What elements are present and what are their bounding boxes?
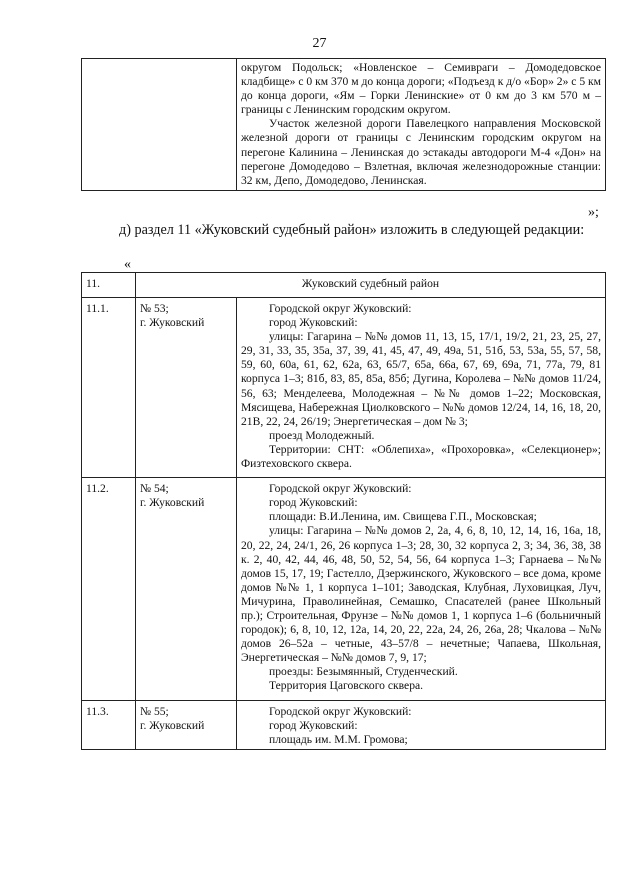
territory-line: улицы: Гагарина – №№ домов 2, 2а, 4, 6, 8, 10, 12, 14, 16, 16а, 18, 20, 22, 24, 24/1, 26, 26 корпуса 1–3; 28, 30, 32 корпуса 2, 3; 34, 36, 38, 38 к. 2, 40, 42, 44, 46, 48, 50, 52, 54, 56, 64 корпуса 1–3; Гарнаева – №№ домов 15, 17, 19; Гастелло, Дзержинского, Жуковского – все дома, кроме домов №№ 1, 1 корпуса 1–101; Заводская, Клубная, Луховицкая, Луч, Мичурина, Праволинейная, Семашко, Спасателей (ранее Школьный пр.); Строительная, Фрунзе – №№ домов 1, 1 корпуса 1–6 (больничный городок); 6, 8, 10, 12, 12а, 14, 20, 22, 22а, 24, 26, 26а, 28; Чкалова – №№ домов 26–52а – четные, 43–57/8 – нечетные; Чапаева, Школьная, Энергетическая – №№ домов 7, 9, 17; [241,524,602,665]
territory-line: город Жуковский: [269,496,358,510]
paragraph: округом Подольск; «Новленское – Семивраги – Домодедовское кладбище» с 0 км 370 м до конца дороги; «Подъезд к д/о «Бор» 2» с 5 км до конца дороги, «Ям – Горки Ленинские» от 0 км до 3 км 570 м – границы с Ленинским городским округом. [241,61,601,117]
empty-cell [82,59,237,191]
territory-cell [237,478,606,700]
court-cell [136,700,237,749]
table-row [82,700,606,749]
table-row [82,298,606,478]
page-number: 27 [312,36,327,51]
territory-line: улицы: Гагарина – №№ домов 11, 13, 15, 17/1, 19/2, 21, 23, 25, 27, 29, 31, 33, 35, 35а, 37, 39, 41, 45, 47, 49, 49а, 51, 51б, 53, 53а, 55, 57, 58, 59, 60, 60а, 61, 62, 62а, 63, 65/7, 65а, 66а, 67, 69, 69а, 71, 77а, 79, 81 корпуса 1–3; 81б, 83, 85, 85а, 85б; Дугина, Королева – №№ домов 11/24, 56, 63; Менделеева, Молодежная – №№ домов 1–22; Московская, Мясищева, Набережная Циолковского – №№ домов 12/24, 14, 16, 18, 20, 21В, 22, 24, 26/19; Энергетическая – дом № 3; [241,330,602,428]
previous-section-table [81,58,606,191]
territory-line: площадь им. М.М. Громова; [269,732,408,746]
row-number: 11.1. [82,298,136,478]
territory-line: проезды: Безымянный, Студенческий. [269,665,458,679]
table-row [82,478,606,700]
row-number: 11.3. [82,700,136,749]
section-title: Жуковский судебный район [136,273,606,298]
territory-line: Территории: СНТ: «Облепиха», «Прохоровка», «Селекционер»; Физтеховского сквера. [241,442,602,471]
opening-quote: « [124,257,131,272]
court-city: г. Жуковский [140,496,205,510]
court-city: г. Жуковский [140,316,205,330]
section-number: 11. [82,273,136,298]
section-header-row [82,273,606,298]
court-number: № 53; [140,302,169,315]
territory-line: Городской округ Жуковский: [269,482,412,496]
territory-line: город Жуковский: [269,718,358,732]
court-cell [136,298,237,478]
territory-line: проезд Молодежный. [269,428,375,442]
territory-line: Городской округ Жуковский: [269,302,412,315]
territory-cell [237,298,606,478]
court-number: № 54; [140,482,169,496]
row-number: 11.2. [82,478,136,700]
territory-cell [237,700,606,749]
territory-line: Территория Цаговского сквера. [269,679,424,693]
intro-text: д) раздел 11 «Жуковский судебный район» изложить в следующей редакции: [119,222,585,238]
court-cell [136,478,237,700]
court-city: г. Жуковский [140,718,205,732]
previous-section-text [237,59,606,191]
territory-line: Городской округ Жуковский: [269,704,412,718]
paragraph: Участок железной дороги Павелецкого направления Московской железной дороги от границы с Ленинским городским округом на перегоне Калинина – Ленинская до эстакады автодороги М-4 «Дон» на перегоне Домодедово – Взлетная, включая железнодорожные станции: 32 км, Депо, Домодедово, Ленинская. [241,117,601,187]
territory-line: город Жуковский: [269,316,358,330]
section-11-table [81,272,606,750]
closing-quote: »; [588,205,599,220]
territory-line: площади: В.И.Ленина, им. Свищева Г.П., Московская; [269,510,537,524]
court-number: № 55; [140,704,169,718]
